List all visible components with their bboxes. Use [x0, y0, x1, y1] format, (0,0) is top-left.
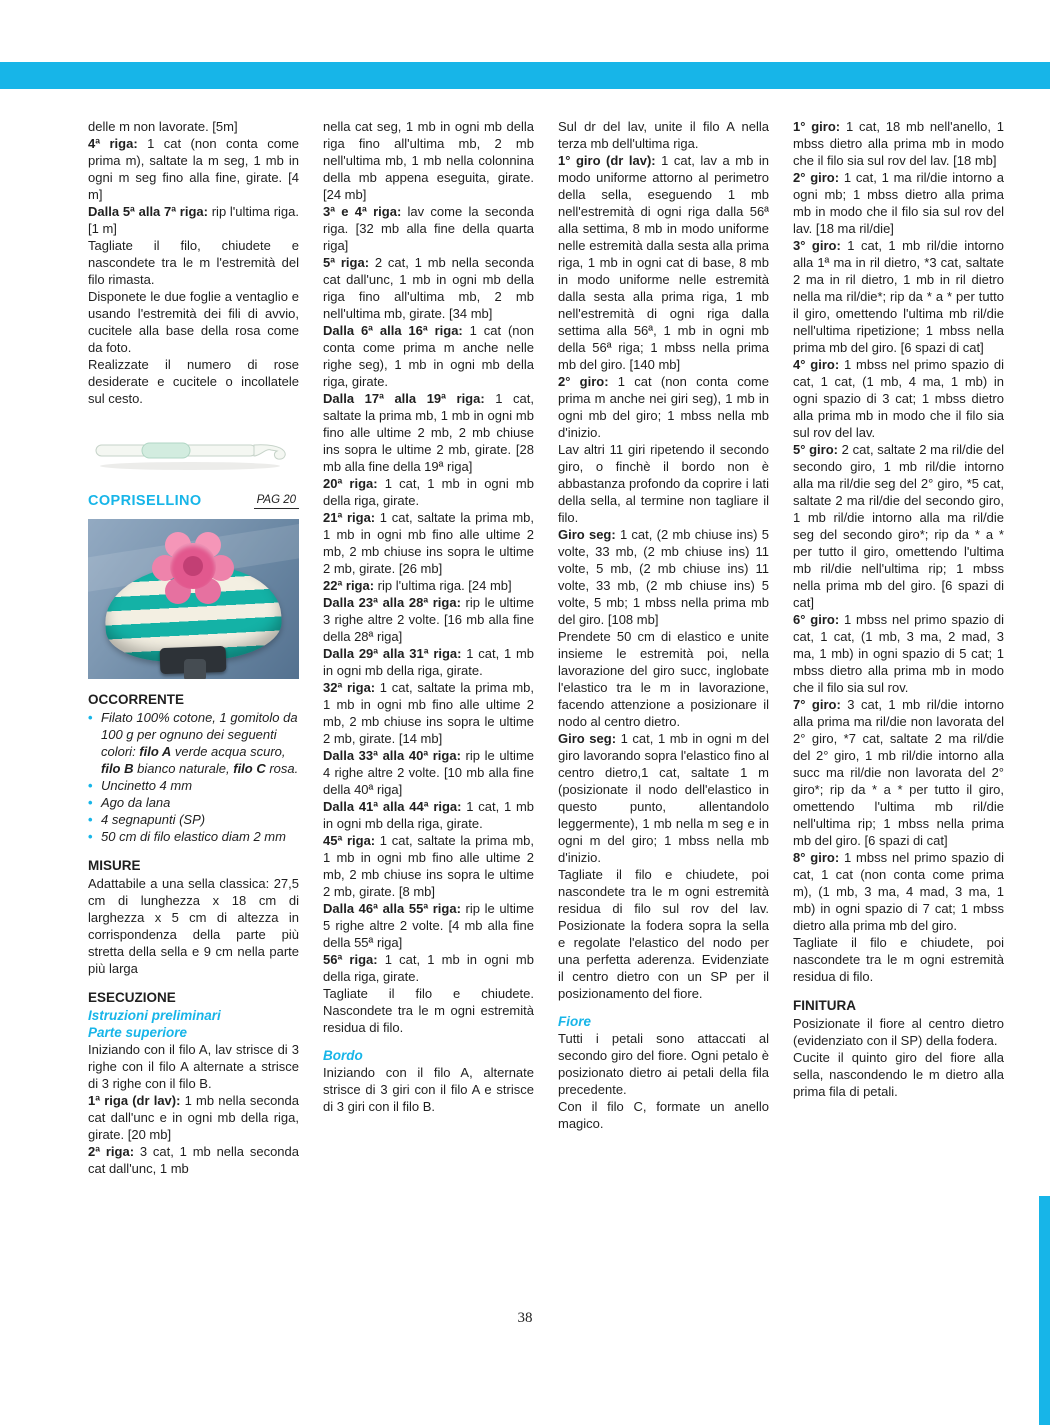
- text-run: 8° giro:: [793, 850, 840, 865]
- text-run: 5ª riga:: [323, 255, 370, 270]
- text-run: 1° giro:: [793, 119, 841, 134]
- text-run: 32ª riga:: [323, 680, 376, 695]
- text-run: Realizzate il numero di rose desiderate e cucitele o incollatele sul cesto.: [88, 357, 299, 406]
- text-run: Posizionate il fiore al centro dietro (evidenziato con il SP) della fodera.: [793, 1016, 1004, 1048]
- text-run: Giro seg:: [558, 731, 617, 746]
- subsection-heading: FINITURA: [793, 998, 856, 1013]
- text-run: 2° giro:: [793, 170, 840, 185]
- text-run: Uncinetto 4 mm: [101, 778, 193, 793]
- text-run: 3 cat, 1 mb ril/die intorno alla prima ma ril/die non lavorata del 2° giro, *7 cat, saltate 2 ma ril/die del 2° giro, 1 mb ril/die intorno alla succ ma ril/die non lavorata del 2° giro*; rip da * a * per tutto il giro, omettendo l'ultima mb ril/die nell'ultima rip; 1 mbss nella prima mb del giro. [6 spazi di cat]: [793, 697, 1004, 848]
- text-run: 1 cat, 1 mb in ogni mb della riga, girate.: [323, 476, 534, 508]
- subsection-heading: ESECUZIONE: [88, 990, 176, 1005]
- paragraph: [558, 373, 769, 441]
- text-run: 50 cm di filo elastico diam 2 mm: [101, 829, 286, 844]
- text-run: rip le ultime 5 righe altre 2 volte. [4 mb alla fine della 55ª riga]: [323, 901, 534, 950]
- columns-container: [88, 118, 1004, 1308]
- text-run: 1 cat, saltate la prima mb, 1 mb in ogni mb fino alle ultime 2 mb, 2 mb chiuse ins sopra le ultime 2 mb, girate. [28 mb alla fine della 19ª riga]: [323, 391, 534, 474]
- text-run: Lav altri 11 giri ripetendo il secondo giro, o finchè il bordo non è abbastanza profondo da coprire i lati della sella, al termine non tagliare il filo.: [558, 442, 769, 525]
- paragraph: [88, 135, 299, 203]
- paragraph: [793, 696, 1004, 849]
- paragraph: [793, 1049, 1004, 1100]
- text-run: Dalla 46ª alla 55ª riga:: [323, 901, 461, 916]
- seat-clamp: [184, 659, 206, 679]
- text-run: Ago da lana: [101, 795, 171, 810]
- paragraph: [323, 475, 534, 509]
- paragraph: [558, 628, 769, 730]
- paragraph: [793, 1015, 1004, 1049]
- text-run: Dalla 17ª alla 19ª riga:: [323, 391, 485, 406]
- paragraph: [793, 118, 1004, 169]
- text-run: Tagliate il filo e chiudete. Nascondete tra le m ogni estremità residua di filo.: [323, 986, 534, 1035]
- text-run: Dalla 29ª alla 31ª riga:: [323, 646, 462, 661]
- text-run: 6° giro:: [793, 612, 840, 627]
- text-run: Cucite il quinto giro del fiore alla sella, nascondendo le m dietro alla prima fila di petali.: [793, 1050, 1004, 1099]
- text-run: 21ª riga:: [323, 510, 376, 525]
- text-run: 20ª riga:: [323, 476, 378, 491]
- paragraph: [88, 288, 299, 356]
- text-run: lav come la seconda riga. [32 mb alla fine della quarta riga]: [323, 204, 534, 253]
- paragraph: [88, 1143, 299, 1177]
- text-run: Filato 100% cotone, 1 gomitolo da 100 g per ognuno dei seguenti colori:: [101, 710, 298, 759]
- paragraph: [793, 441, 1004, 611]
- text-run: 4ª riga:: [88, 136, 138, 151]
- paragraph: [793, 611, 1004, 696]
- paragraph: [88, 1092, 299, 1143]
- saddle-cover-photo: [88, 519, 299, 679]
- text-run: bianco naturale,: [133, 761, 234, 776]
- paragraph: [558, 152, 769, 373]
- text-run: nella cat seg, 1 mb in ogni mb della riga fino all'ultima mb, 2 mb nell'ultima mb, 1 mb nella colonnina della mb appena eseguita, girate. [24 mb]: [323, 119, 534, 202]
- text-run: rip le ultime 3 righe altre 2 volte. [16 mb alla fine della 28ª riga]: [323, 595, 534, 644]
- paragraph: [323, 832, 534, 900]
- text-run: Iniziando con il filo A, alternate strisce di 3 giri con il filo A e strisce di 3 giri con il filo B.: [323, 1065, 534, 1114]
- bullet-item: [88, 794, 299, 811]
- text-run: Tagliate il filo e chiudete, poi nascondete tra le m ogni estremità residua di filo.: [793, 935, 1004, 984]
- paragraph: [558, 526, 769, 628]
- text-run: 1ª riga (dr lav):: [88, 1093, 181, 1108]
- text-run: 5° giro:: [793, 442, 838, 457]
- bullet-item: [88, 777, 299, 794]
- paragraph: [323, 747, 534, 798]
- paragraph: [558, 118, 769, 152]
- paragraph: [88, 203, 299, 237]
- sub-subsection-heading: Istruzioni preliminari: [88, 1008, 221, 1023]
- paragraph: [88, 356, 299, 407]
- subsection-heading: MISURE: [88, 858, 141, 873]
- page-reference: PAG 20: [254, 494, 299, 509]
- text-run: 1 cat, (2 mb chiuse ins) 5 volte, 33 mb, (2 mb chiuse ins) 11 volte, 5 mb, (2 mb chiuse ins) 11 volte, 33 mb, (2 mb chiuse ins) 5 volte, 5 mb; 1 mbss nella prima mb del giro. [108 mb]: [558, 527, 769, 627]
- text-run: filo B: [101, 761, 134, 776]
- text-run: 2ª riga:: [88, 1144, 135, 1159]
- paragraph: [558, 730, 769, 866]
- paragraph: [793, 237, 1004, 356]
- text-run: 1 cat, 1 mb ril/die intorno alla 1ª ma in ril dietro, *3 cat, saltate 2 ma in ril dietro, 1 mb in ril dietro nella ma ril/die*; rip da * a * per tutto il giro, omettendo l'ultima mb ril/die nell'ultima ripetizione; 1 mbss nella prima mb del giro. [6 spazi di cat]: [793, 238, 1004, 355]
- text-run: 1 mbss nel primo spazio di cat, 1 cat, (1 mb, 3 ma, 2 mad, 3 ma, 1 mb) in ogni spazio di 5 cat; 1 mbss dietro alla prima mb in modo che il filo sia sul rov.: [793, 612, 1004, 695]
- column-2: [323, 118, 534, 1308]
- paragraph: [793, 934, 1004, 985]
- column-1: [88, 118, 299, 1308]
- paragraph: [323, 798, 534, 832]
- paragraph: [323, 322, 534, 390]
- paragraph: [323, 254, 534, 322]
- text-run: 1 cat, 1 mb in ogni m del giro lavorando sopra l'elastico fino al centro dietro,1 cat, saltate 1 m (posizionate il nodo dell'elastico in questo punto, allentandolo leggermente), 1 mb nella m seg e in ogni m del giro; 1 mbss nella mb d'inizio.: [558, 731, 769, 865]
- text-run: 1 mbss nel primo spazio di cat, 1 cat (non conta come prima m), (1 mb, 3 ma, 4 mad, 3 ma, 1 mb) in ogni spazio di 7 cat; 1 mbss dietro alla prima mb del giro.: [793, 850, 1004, 933]
- section-title-row: [88, 493, 299, 509]
- paragraph: [558, 1030, 769, 1098]
- text-run: Dalla 23ª alla 28ª riga:: [323, 595, 461, 610]
- text-run: verde acqua scuro,: [171, 744, 286, 759]
- text-run: 1 cat (non conta come prima m anche nei giri seg), 1 mb in ogni mb del giro; 1 mbss nella mb d'inizio.: [558, 374, 769, 440]
- text-run: Dalla 6ª alla 16ª riga:: [323, 323, 463, 338]
- text-run: Tutti i petali sono attaccati al secondo giro del fiore. Ogni petalo è posizionato dietro ai petali della fila precedente.: [558, 1031, 769, 1097]
- column-3: [558, 118, 769, 1308]
- paragraph: [323, 390, 534, 475]
- text-run: rip l'ultima riga. [24 mb]: [374, 578, 512, 593]
- text-run: 45ª riga:: [323, 833, 376, 848]
- text-run: Prendete 50 cm di elastico e unite insieme le estremità poi, nella lavorazione del giro succ, inglobate l'elastico tra le m in lavorazione, facendo attenzione a posizionare il nodo al centro dietro.: [558, 629, 769, 729]
- text-run: Dalla 5ª alla 7ª riga:: [88, 204, 208, 219]
- text-run: 3 cat, 1 mb nella seconda cat dall'unc, 1 mb: [88, 1144, 299, 1176]
- text-run: 2 cat, saltate 2 ma ril/die del secondo giro, 1 mb ril/die intorno alla ma ril/die seg del 2° giro, *5 cat, saltate 2 ma ril/die del secondo giro, 1 mb ril/die intorno alla ma ril/die seg del secondo giro*; rip da * a * per tutto il giro, omettendo l'ultima mb ril/die nell'ultima rip; 1 mbss nella prima mb del giro. [6 spazi di cat]: [793, 442, 1004, 610]
- text-run: 3ª e 4ª riga:: [323, 204, 402, 219]
- text-run: Disponete le due foglie a ventaglio e usando l'estremità dei fili di avvio, cucitele alla base della rosa come da foto.: [88, 289, 299, 355]
- sub-subsection-heading: Bordo: [323, 1048, 363, 1063]
- text-run: 1 cat (non conta come prima m), saltate la m seg, 1 mb in ogni m seg fino alla fine, girate. [4 m]: [88, 136, 299, 202]
- top-accent-bar: [0, 62, 1050, 89]
- sub-subsection-heading: Parte superiore: [88, 1025, 188, 1040]
- text-run: Tagliate il filo, chiudete e nascondete tra le m l'estremità del filo rimasta.: [88, 238, 299, 287]
- text-run: Dalla 41ª alla 44ª riga:: [323, 799, 462, 814]
- paragraph: [323, 985, 534, 1036]
- text-run: 22ª riga:: [323, 578, 375, 593]
- paragraph: [323, 594, 534, 645]
- paragraph: [323, 577, 534, 594]
- text-run: 1 cat, 1 mb in ogni mb della riga, girate.: [323, 646, 534, 678]
- text-run: 2° giro:: [558, 374, 609, 389]
- paragraph: [323, 118, 534, 203]
- section-title: COPRISELLINO: [88, 493, 202, 509]
- text-run: 1 cat, 1 ma ril/die intorno a ogni mb; 1 mbss dietro alla prima mb in modo che il filo sia sul rov del lav. [18 ma ril/die]: [793, 170, 1004, 236]
- text-run: 1 mb nella seconda cat dall'unc e in ogni mb della riga, girate. [20 mb]: [88, 1093, 299, 1142]
- crochet-flower-graphic: [144, 523, 240, 609]
- paragraph: [88, 237, 299, 288]
- subsection-heading: OCCORRENTE: [88, 692, 185, 707]
- paragraph: [323, 951, 534, 985]
- text-run: 1 cat, saltate la prima mb, 1 mb in ogni mb fino alle ultime 2 mb, 2 mb chiuse ins sopra le ultime 2 mb, girate. [8 mb]: [323, 833, 534, 899]
- right-accent-bar: [1039, 1196, 1050, 1425]
- paragraph: [88, 875, 299, 977]
- text-run: 1 cat, 1 mb in ogni mb della riga, girate.: [323, 799, 534, 831]
- paragraph: [323, 1064, 534, 1115]
- text-run: rip l'ultima riga. [1 m]: [88, 204, 299, 236]
- paragraph: [558, 866, 769, 1002]
- column-4: [793, 118, 1004, 1308]
- bullet-item: [88, 709, 299, 777]
- text-run: Iniziando con il filo A, lav strisce di 3 righe con il filo A alternate a strisce di 3 righe con il filo B.: [88, 1042, 299, 1091]
- paragraph: [323, 203, 534, 254]
- text-run: 1 mbss nel primo spazio di cat, 1 cat, (1 mb, 4 ma, 1 mb) in ogni spazio di 3 cat; 1 mbss dietro alla prima mb in modo che il filo sia sul rov del lav.: [793, 357, 1004, 440]
- paragraph: [558, 441, 769, 526]
- paragraph: [793, 169, 1004, 237]
- text-run: 1 cat, lav a mb in modo uniforme attorno al perimetro della sella, eseguendo 1 mb nell'estremità di ogni riga dalla 56ª alla settima, 8 mb in modo uniforme nelle estremità dalla sesta alla prima riga, 1 mb in ogni cat di base, 8 mb in modo uniforme nelle estremità dalla sesta alla prima riga, 1 mb nell'estremità di ogni riga dalla settima alla 56ª, 1 mb in ogni mb della 56ª riga; 1 mbss nella prima mb del giro. [140 mb]: [558, 153, 769, 372]
- paragraph: [793, 356, 1004, 441]
- text-run: 1° giro (dr lav):: [558, 153, 656, 168]
- text-run: Con il filo C, formate un anello magico.: [558, 1099, 769, 1131]
- page-number: 38: [517, 1310, 533, 1326]
- text-run: rip le ultime 4 righe altre 2 volte. [10 mb alla fine della 40ª riga]: [323, 748, 534, 797]
- text-run: Tagliate il filo e chiudete, poi nascondete tra le m ogni estremità residua di filo sul rov del lav. Posizionate la fodera sopra la sella e regolate l'elastico del nodo per una perfetta aderenza. Evidenziate il centro dietro con un SP per il posizionamento del fiore.: [558, 867, 769, 1001]
- crochet-hook-illustration: [88, 431, 299, 475]
- text-run: 1 cat, 1 mb in ogni mb della riga, girate.: [323, 952, 534, 984]
- paragraph: [558, 1098, 769, 1132]
- paragraph: [88, 118, 299, 135]
- text-run: 3° giro:: [793, 238, 841, 253]
- text-run: 1 cat (non conta come prima m anche nelle righe seg), 1 mb in ogni mb della riga, girate.: [323, 323, 534, 389]
- text-run: filo C: [233, 761, 266, 776]
- text-run: Sul dr del lav, unite il filo A nella terza mb dell'ultima riga.: [558, 119, 769, 151]
- text-run: 4° giro:: [793, 357, 840, 372]
- sub-subsection-heading: Fiore: [558, 1014, 592, 1029]
- text-run: Adattabile a una sella classica: 27,5 cm di lunghezza x 18 cm di larghezza x 5 cm di altezza in corrispondenza della parte più stretta della sella e 9 cm nella parte più larga: [88, 876, 299, 976]
- bullet-item: [88, 828, 299, 845]
- text-run: 1 cat, saltate la prima mb, 1 mb in ogni mb fino alle ultime 2 mb, 2 mb chiuse ins sopra le ultime 2 mb, girate. [26 mb]: [323, 510, 534, 576]
- text-run: Giro seg:: [558, 527, 616, 542]
- text-run: delle m non lavorate. [5m]: [88, 119, 238, 134]
- paragraph: [323, 679, 534, 747]
- text-run: 56ª riga:: [323, 952, 378, 967]
- paragraph: [323, 900, 534, 951]
- text-run: 2 cat, 1 mb nella seconda cat dall'unc, 1 mb in ogni mb della riga fino all'ultima mb, 2 mb nell'ultima mb, girate. [34 mb]: [323, 255, 534, 321]
- text-run: 1 cat, saltate la prima mb, 1 mb in ogni mb fino alle ultime 2 mb, 2 mb chiuse ins sopra le ultime 2 mb, girate. [14 mb]: [323, 680, 534, 746]
- text-run: 1 cat, 18 mb nell'anello, 1 mbss dietro alla prima mb in modo che il filo sia sul rov del lav. [18 mb]: [793, 119, 1004, 168]
- paragraph: [323, 645, 534, 679]
- flower-center: [183, 556, 203, 576]
- text-run: filo A: [139, 744, 172, 759]
- text-run: rosa.: [265, 761, 299, 776]
- text-run: Dalla 33ª alla 40ª riga:: [323, 748, 461, 763]
- bullet-item: [88, 811, 299, 828]
- paragraph: [88, 1041, 299, 1092]
- text-run: 4 segnapunti (SP): [101, 812, 206, 827]
- text-run: 7° giro:: [793, 697, 841, 712]
- paragraph: [323, 509, 534, 577]
- paragraph: [793, 849, 1004, 934]
